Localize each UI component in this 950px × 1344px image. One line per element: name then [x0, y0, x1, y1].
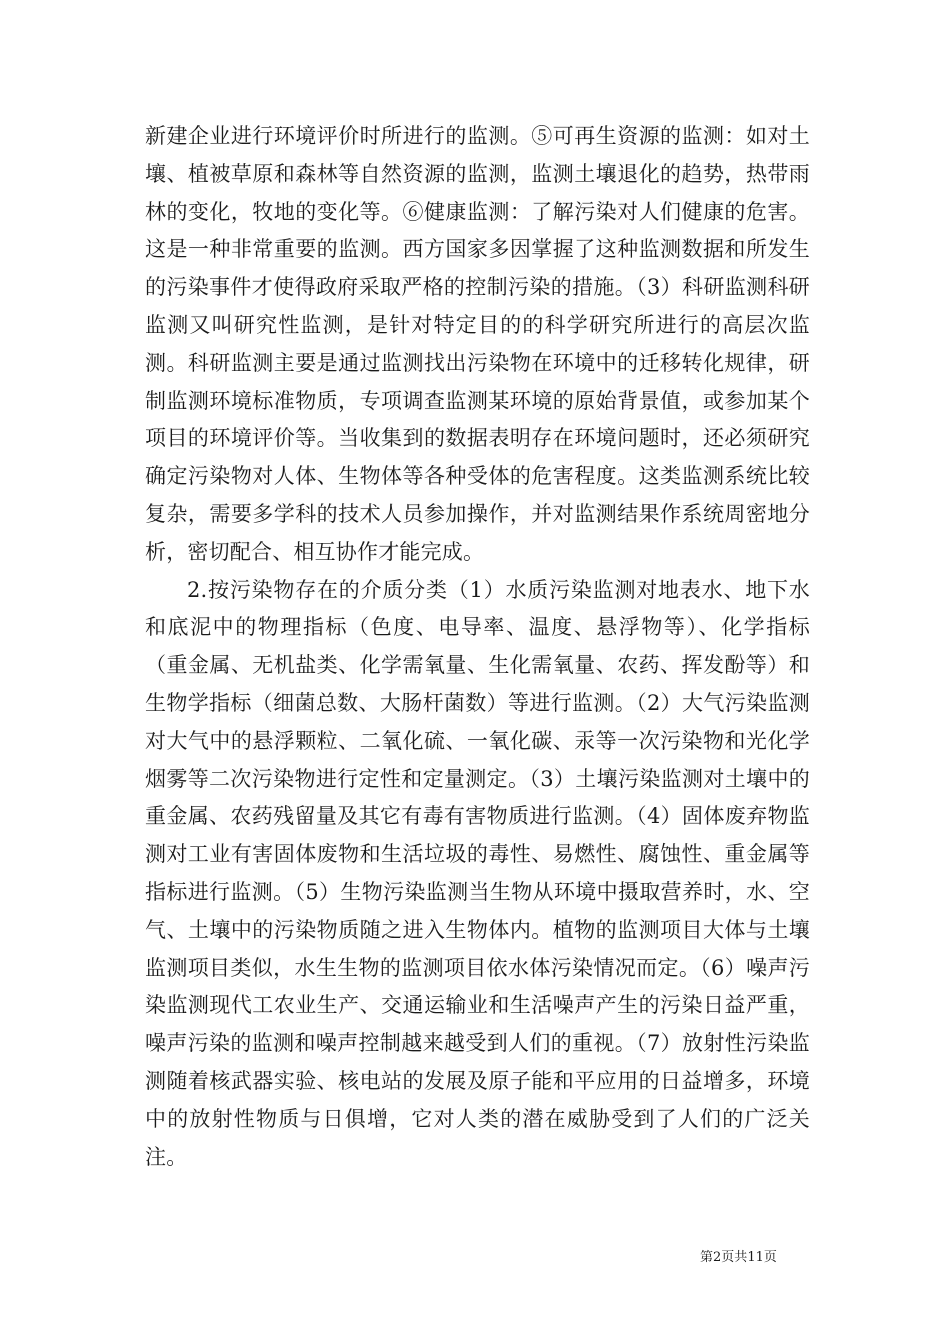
footer-middle: 页共 — [721, 1250, 748, 1265]
footer-suffix: 页 — [763, 1250, 777, 1265]
footer-total-pages: 11 — [747, 1250, 764, 1265]
document-body — [145, 118, 810, 1176]
paragraph-2: 2.按污染物存在的介质分类（1）水质污染监测对地表水、地下水和底泥中的物理指标（色度、电导率、温度、悬浮物等）、化学指标（重金属、无机盐类、化学需氧量、生化需氧量、农药、挥发酚等）和生物学指标（细菌总数、大肠杆菌数）等进行监测。（2）大气污染监测对大气中的悬浮颗粒、二氧化硫、一氧化碳、汞等一次污染物和光化学烟雾等二次污染物进行定性和定量测定。（3）土壤污染监测对土壤中的重金属、农药残留量及其它有毒有害物质进行监测。（4）固体废弃物监测对工业有害固体废物和生活垃圾的毒性、易燃性、腐蚀性、重金属等指标进行监测。（5）生物污染监测当生物从环境中摄取营养时，水、空气、土壤中的污染物质随之进入生物体内。植物的监测项目大体与土壤监测项目类似，水生生物的监测项目依水体污染情况而定。（6）噪声污染监测现代工农业生产、交通运输业和生活噪声产生的污染日益严重，噪声污染的监测和噪声控制越来越受到人们的重视。（7）放射性污染监测随着核武器实验、核电站的发展及原子能和平应用的日益增多，环境中的放射性物质与日俱增，它对人类的潜在威胁受到了人们的广泛关注。 — [145, 577, 810, 1169]
paragraph-1: 新建企业进行环境评价时所进行的监测。⑤可再生资源的监测：如对土壤、植被草原和森林等自然资源的监测，监测土壤退化的趋势，热带雨林的变化，牧地的变化等。⑥健康监测：了解污染对人们健康的危害。这是一种非常重要的监测。西方国家多因掌握了这种监测数据和所发生的污染事件才使得政府采取严格的控制污染的措施。（3）科研监测科研监测又叫研究性监测，是针对特定目的的科学研究所进行的高层次监测。科研监测主要是通过监测找出污染物在环境中的迁移转化规律，研制监测环境标准物质，专项调查监测某环境的原始背景值，或参加某个项目的环境评价等。当收集到的数据表明存在环境问题时，还必须研究确定污染物对人体、生物体等各种受体的危害程度。这类监测系统比较复杂，需要多学科的技术人员参加操作，并对监测结果作系统周密地分析，密切配合、相互协作才能完成。 — [145, 124, 810, 564]
footer-prefix: 第 — [700, 1250, 714, 1265]
footer-current-page: 2 — [713, 1250, 722, 1265]
page-number-footer — [700, 1246, 820, 1265]
